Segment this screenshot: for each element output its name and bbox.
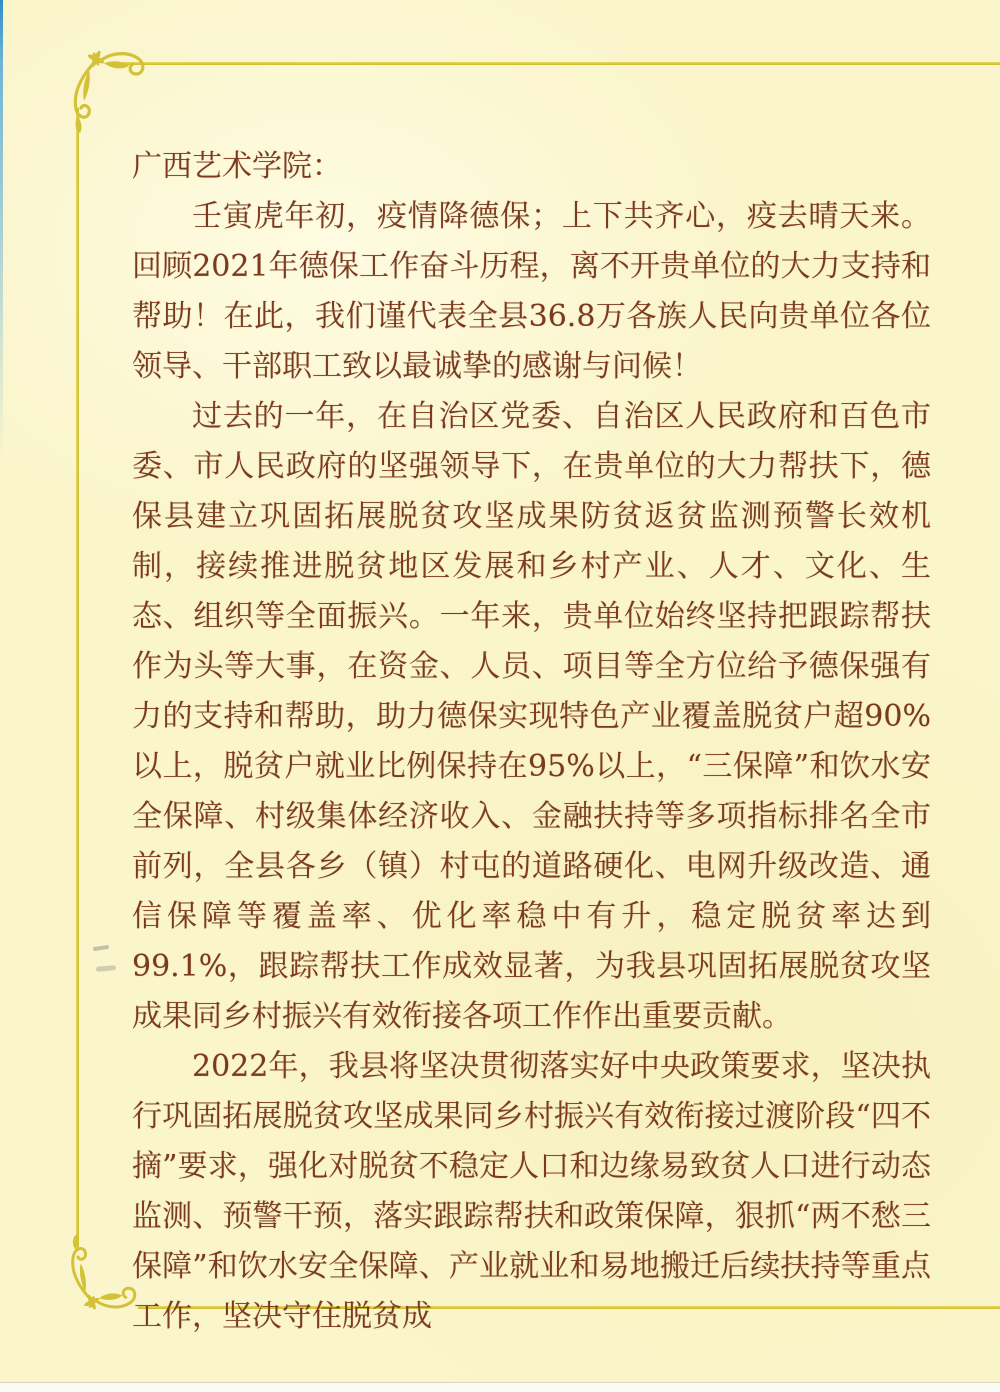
salutation: 广西艺术学院： bbox=[132, 149, 342, 184]
pencil-mark bbox=[93, 945, 109, 951]
page-border-top bbox=[118, 62, 1000, 65]
page-border-left bbox=[76, 108, 79, 1250]
corner-flourish-top-left-icon bbox=[55, 46, 155, 146]
pencil-mark bbox=[96, 965, 116, 972]
letter-body bbox=[132, 142, 931, 1342]
paragraph-1: 壬寅虎年初，疫情降德保；上下共齐心，疫去晴天来。回顾2021年德保工作奋斗历程，离不开贵单位的大力支持和帮助！在此，我们谨代表全县36.8万各族人民向贵单位各位领导、干部职工致以最诚挚的感谢与问候！ bbox=[132, 199, 931, 384]
paragraph-2: 过去的一年，在自治区党委、自治区人民政府和百色市委、市人民政府的坚强领导下，在贵单位的大力帮扶下，德保县建立巩固拓展脱贫攻坚成果防贫返贫监测预警长效机制，接续推进脱贫地区发展和乡村产业、人才、文化、生态、组织等全面振兴。一年来，贵单位始终坚持把跟踪帮扶作为头等大事，在资金、人员、项目等全方位给予德保强有力的支持和帮助，助力德保实现特色产业覆盖脱贫户超90%以上，脱贫户就业比例保持在95%以上，“三保障”和饮水安全保障、村级集体经济收入、金融扶持等多项指标排名全市前列，全县各乡（镇）村屯的道路硬化、电网升级改造、通信保障等覆盖率、优化率稳中有升，稳定脱贫率达到99.1%，跟踪帮扶工作成效显著，为我县巩固拓展脱贫攻坚成果同乡村振兴有效衔接各项工作作出重要贡献。 bbox=[132, 399, 931, 1034]
scan-edge-artifact-bottom bbox=[0, 1382, 1000, 1392]
paragraph-3: 2022年，我县将坚决贯彻落实好中央政策要求，坚决执行巩固拓展脱贫攻坚成果同乡村振兴有效衔接过渡阶段“四不摘”要求，强化对脱贫不稳定人口和边缘易致贫人口进行动态监测、预警干预，落实跟踪帮扶和政策保障，狠抓“两不愁三保障”和饮水安全保障、产业就业和易地搬迁后续扶持等重点工作，坚决守住脱贫成 bbox=[132, 1049, 931, 1334]
scan-edge-artifact-left bbox=[0, 0, 3, 460]
